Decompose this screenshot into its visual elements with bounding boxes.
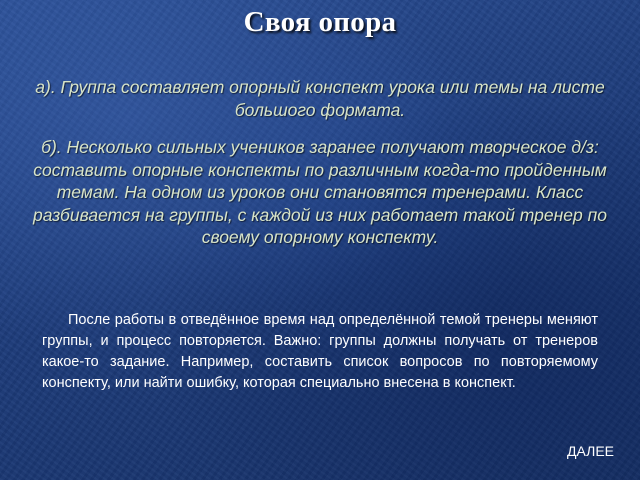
paragraph-a: а). Группа составляет опорный конспект урока или темы на листе большого формата.	[35, 77, 605, 120]
slide-title: Своя опора	[243, 6, 397, 38]
next-link[interactable]: ДАЛЕЕ	[567, 443, 614, 459]
paragraph-b: б). Несколько сильных учеников заранее получают творческое д/з: составить опорные конспекты по различным когда-то пройденным темам. На одном из уроков они становятся тренерами. Класс разбивается на группы, с каждой из них работает такой тренер по своему опорному конспекту.	[33, 137, 607, 247]
note-paragraph: После работы в отведённое время над определённой темой тренеры меняют группы, и процесс повторяется. Важно: группы должны получать от тренеров какое-то задание. Например, составить список вопросов по повторяемому конспекту, или найти ошибку, которая специально внесена в конспект.	[42, 312, 598, 391]
